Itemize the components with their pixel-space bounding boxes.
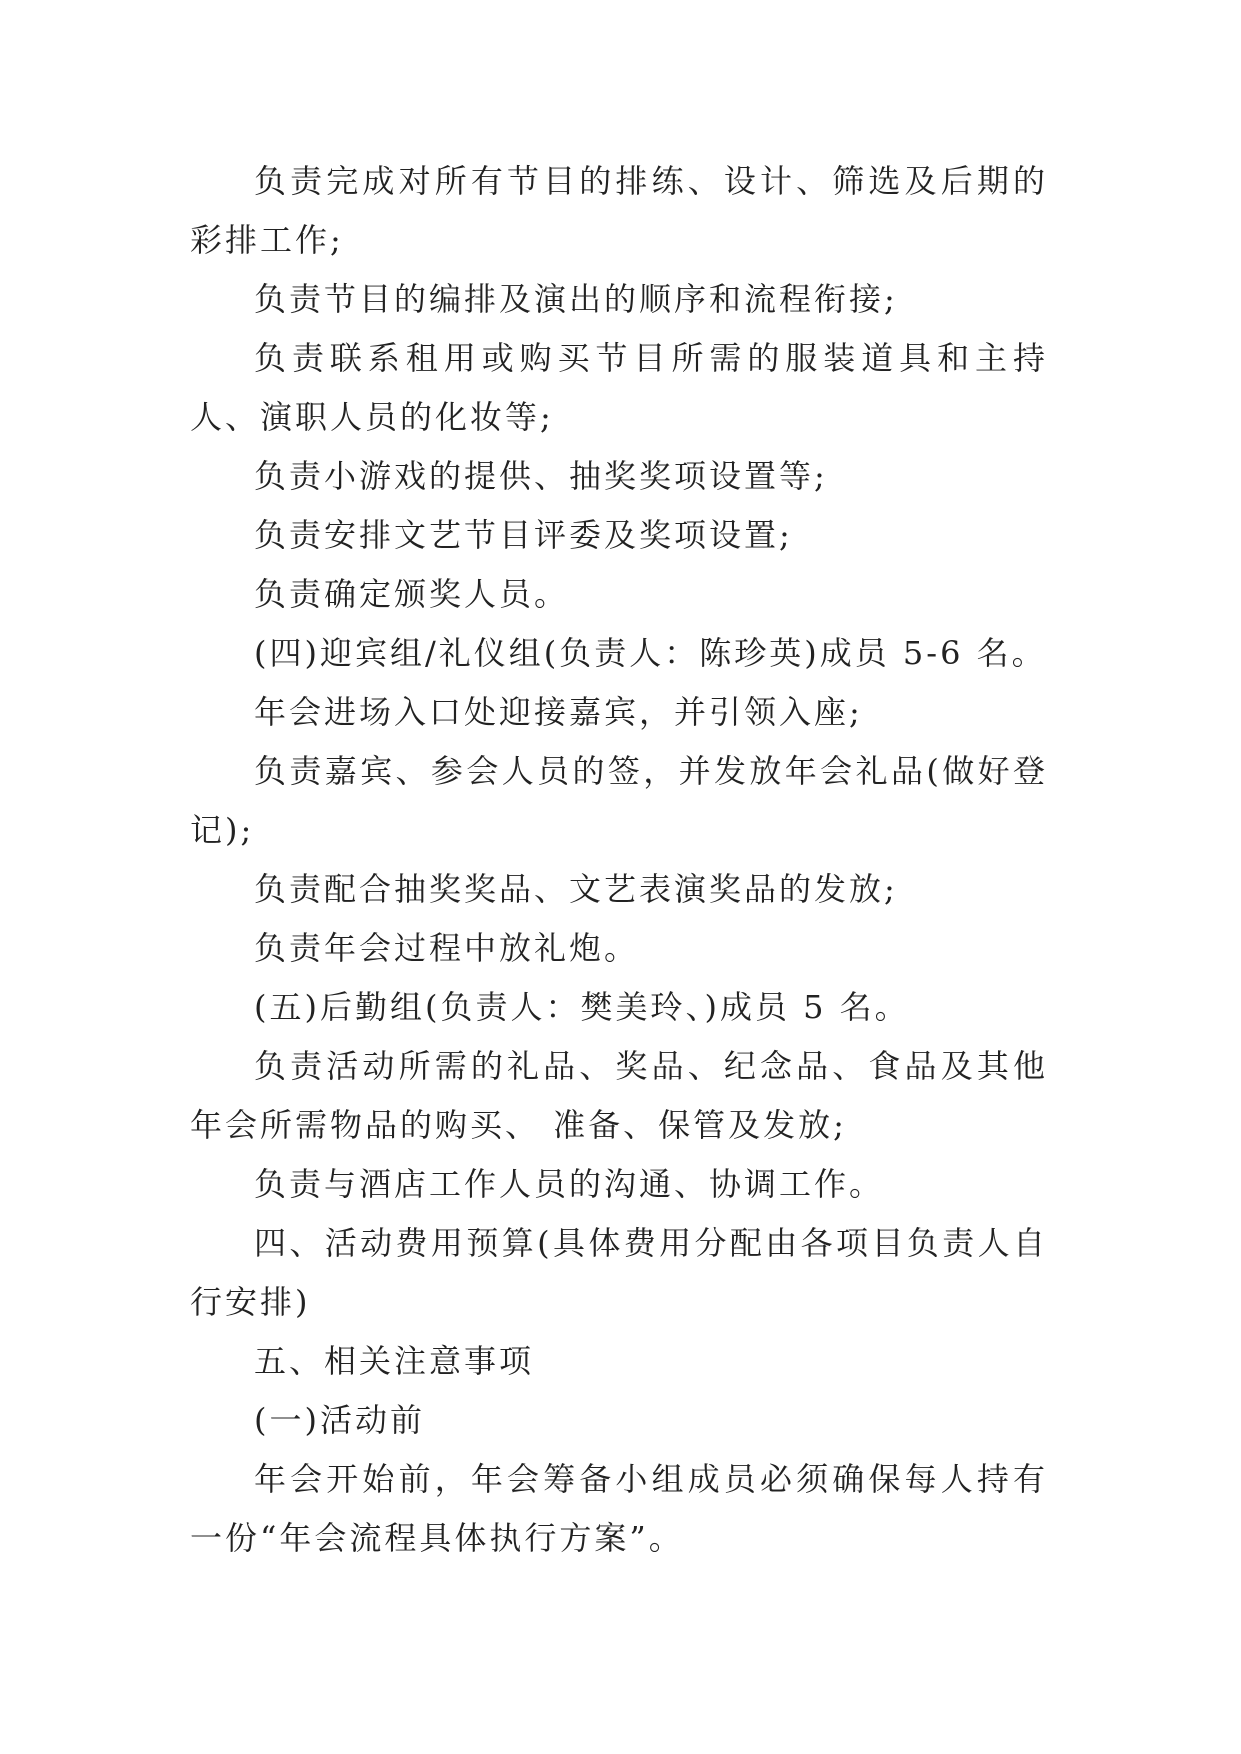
paragraph-games-lottery: 负责小游戏的提供、抽奖奖项设置等;: [254, 457, 828, 495]
paragraph-guest-welcome: 年会进场入口处迎接嘉宾，并引领入座;: [254, 693, 863, 731]
subsection-heading-before-event: (一)活动前: [254, 1401, 425, 1439]
paragraph-purchasing: 负责活动所需的礼品、奖品、纪念品、食品及其他年会所需物品的购买、 准备、保管及发放;: [190, 1047, 1048, 1144]
paragraph-guest-signin: 负责嘉宾、参会人员的签，并发放年会礼品(做好登记);: [190, 752, 1048, 849]
paragraph-award-presenters: 负责确定颁奖人员。: [254, 575, 570, 613]
paragraph-salute-cannon: 负责年会过程中放礼炮。: [254, 929, 640, 967]
section-heading-notes: 五、相关注意事项: [254, 1342, 535, 1380]
paragraph-program-rehearsal: 负责完成对所有节目的排练、设计、筛选及后期的彩排工作;: [190, 162, 1048, 259]
paragraph-program-order: 负责节目的编排及演出的顺序和流程衔接;: [254, 280, 898, 318]
section-heading-logistics-group: (五)后勤组(负责人：樊美玲、)成员 5 名。: [254, 988, 910, 1026]
section-heading-budget: 四、活动费用预算(具体费用分配由各项目负责人自行安排): [190, 1224, 1048, 1321]
document-body: [190, 152, 1048, 1568]
paragraph-prize-distribution: 负责配合抽奖奖品、文艺表演奖品的发放;: [254, 870, 898, 908]
paragraph-judges-awards: 负责安排文艺节目评委及奖项设置;: [254, 516, 793, 554]
paragraph-execution-plan: 年会开始前，年会筹备小组成员必须确保每人持有一份“年会流程具体执行方案”。: [190, 1460, 1048, 1557]
section-heading-reception-group: (四)迎宾组/礼仪组(负责人：陈珍英)成员 5-6 名。: [254, 634, 1047, 672]
paragraph-costume-makeup: 负责联系租用或购买节目所需的服装道具和主持人、演职人员的化妆等;: [190, 339, 1048, 436]
paragraph-hotel-coordination: 负责与酒店工作人员的沟通、协调工作。: [254, 1165, 885, 1203]
